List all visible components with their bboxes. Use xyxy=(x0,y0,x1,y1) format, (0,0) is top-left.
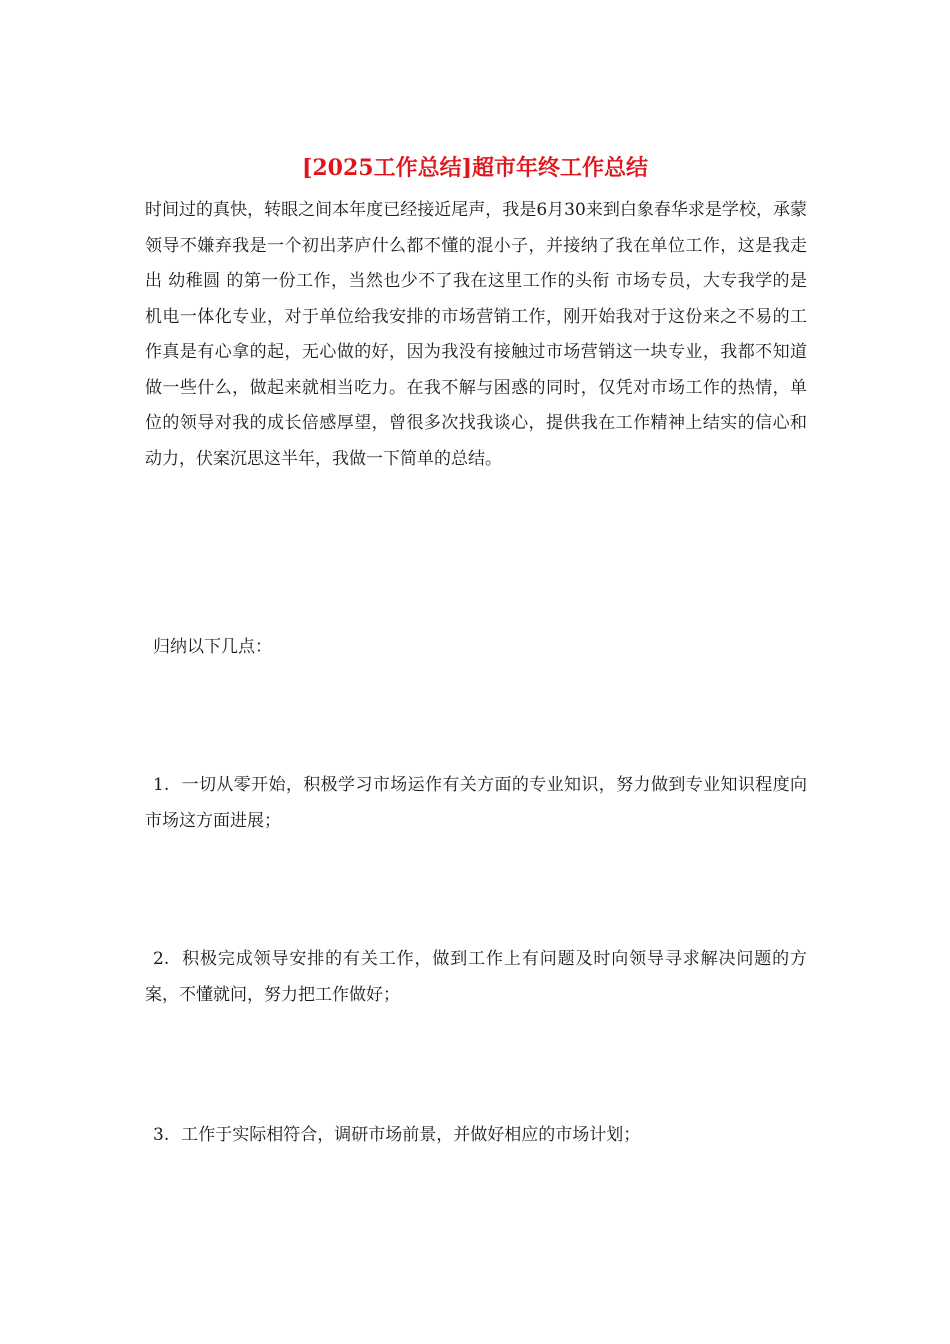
list-item-text: 工作于实际相符合，调研市场前景，并做好相应的市场计划； xyxy=(181,1125,641,1145)
list-item-number: 1. xyxy=(153,775,170,795)
intro-paragraph: 时间过的真快，转眼之间本年度已经接近尾声，我是6月30来到白象春华求是学校，承蒙领导不嫌弃我是一个初出茅庐什么都不懂的混小子，并接纳了我在单位工作，这是我走出 幼稚圆 的第一份工作，当然也少不了我在这里工作的头衔 市场专员，大专我学的是机电一体化专业，对于单位给我安排的市场营销工作，刚开始我对于这份来之不易的工作真是有心拿的起，无心做的好，因为我没有接触过市场营销这一块专业，我都不知道做一些什么，做起来就相当吃力。在我不解与困惑的同时，仅凭对市场工作的热情，单位的领导对我的成长倍感厚望，曾很多次找我谈心，提供我在工作精神上结实的信心和动力，伏案沉思这半年，我做一下简单的总结。 xyxy=(145,200,807,469)
document-title: [2025工作总结]超市年终工作总结 xyxy=(301,155,649,181)
list-item-number: 3. xyxy=(153,1125,170,1145)
list-item-number: 2. xyxy=(153,949,170,969)
summary-heading: 归纳以下几点： xyxy=(153,637,272,657)
list-item-text: 一切从零开始，积极学习市场运作有关方面的专业知识，努力做到专业知识程度向市场这方面进展； xyxy=(145,775,807,831)
list-item-text: 积极完成领导安排的有关工作，做到工作上有问题及时向领导寻求解决问题的方案，不懂就问，努力把工作做好； xyxy=(145,949,807,1005)
list-item xyxy=(145,1118,807,1154)
list-item xyxy=(145,768,807,839)
list-item xyxy=(145,942,807,1013)
